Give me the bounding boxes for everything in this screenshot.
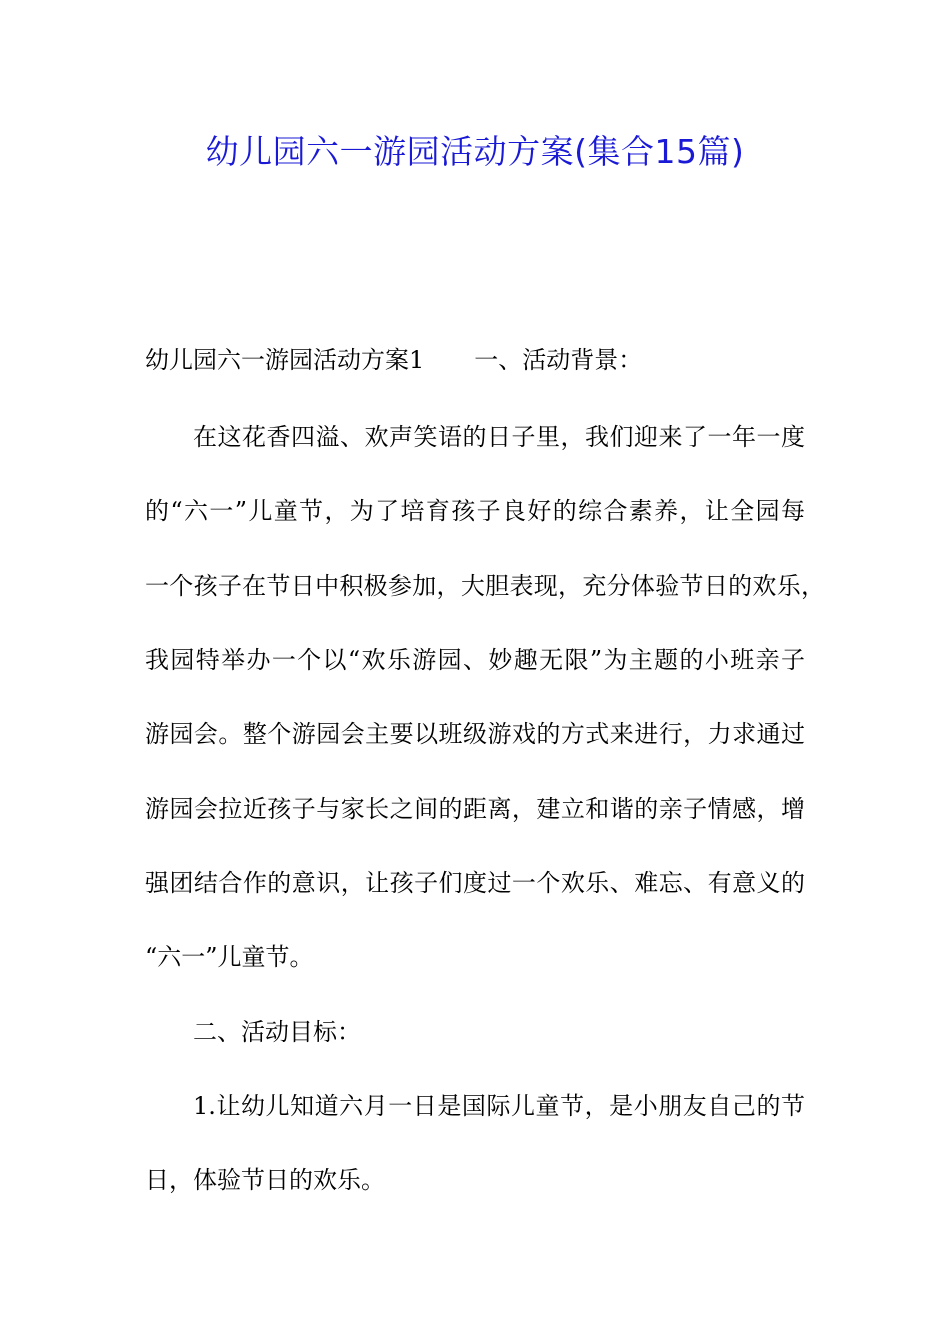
paragraph-line: 游园会拉近孩子与家长之间的距离，建立和谐的亲子情感，增 — [145, 795, 805, 823]
paragraph-line: 游园会。整个游园会主要以班级游戏的方式来进行，力求通过 — [145, 720, 805, 748]
goal-line: 日，体验节日的欢乐。 — [145, 1166, 385, 1194]
section1-heading: 一、活动背景： — [474, 346, 643, 374]
document-title: 幼儿园六一游园活动方案(集合15篇) — [205, 132, 745, 171]
goal-line: 1.让幼儿知道六月一日是国际儿童节，是小朋友自己的节 — [193, 1092, 805, 1120]
paragraph-line: 我园特举办一个以“欢乐游园、妙趣无限”为主题的小班亲子 — [145, 646, 805, 674]
section-heading-line — [145, 343, 642, 377]
paragraph-line: 的“六一”儿童节，为了培育孩子良好的综合素养，让全园每 — [145, 497, 805, 525]
section-heading: 幼儿园六一游园活动方案1 — [145, 346, 425, 374]
paragraph-line: 在这花香四溢、欢声笑语的日子里，我们迎来了一年一度 — [193, 423, 805, 451]
paragraph-line: 强团结合作的意识，让孩子们度过一个欢乐、难忘、有意义的 — [145, 869, 805, 897]
paragraph-line: “六一”儿童节。 — [145, 943, 314, 971]
section2-heading: 二、活动目标： — [193, 1018, 361, 1046]
paragraph-line: 一个孩子在节日中积极参加，大胆表现，充分体验节日的欢乐， — [145, 572, 825, 600]
